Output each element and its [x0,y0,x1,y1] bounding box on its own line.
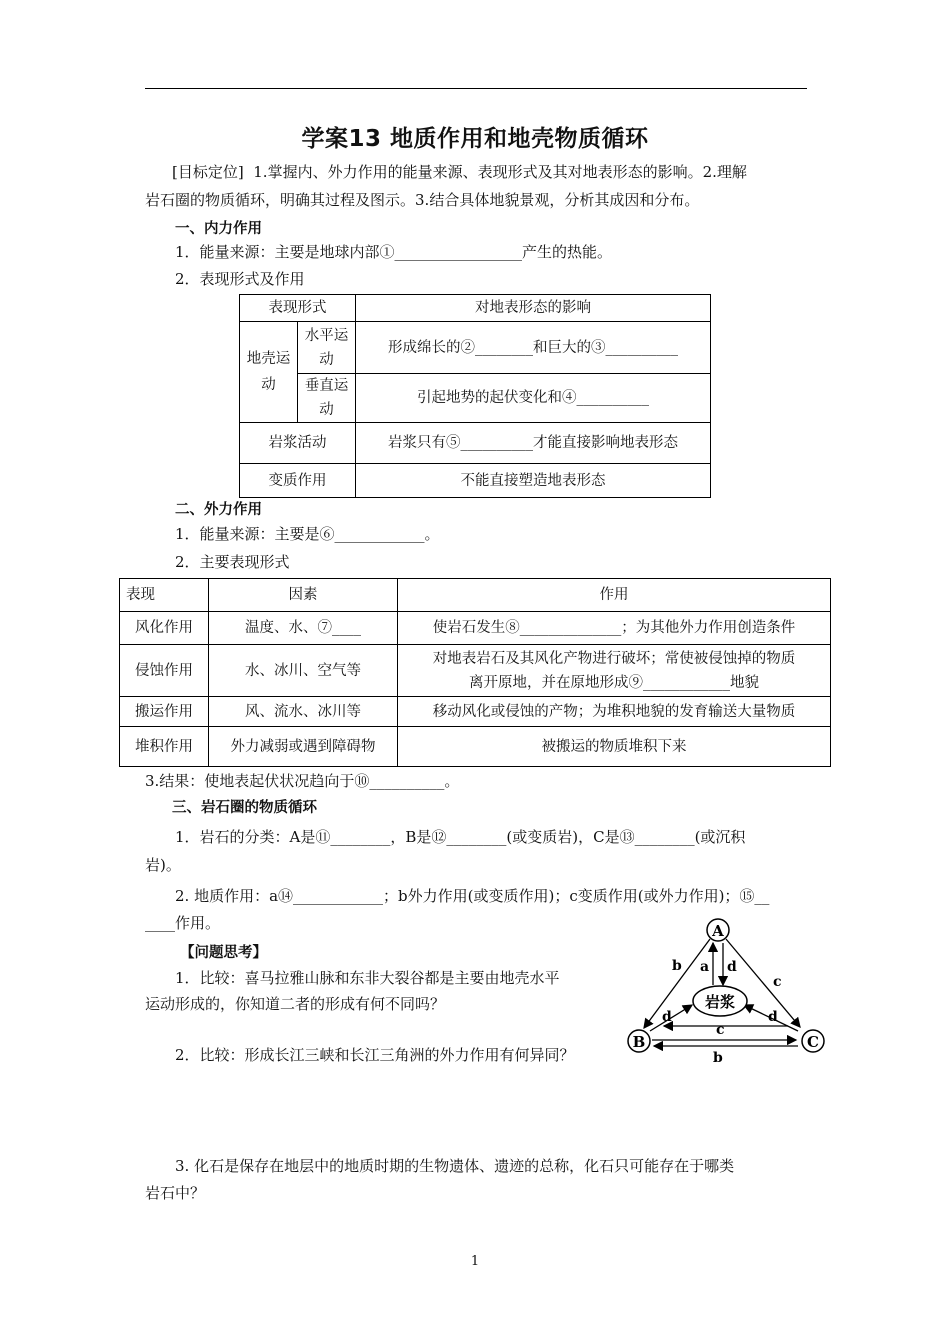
section3-item2-line2: ____作用。 [145,914,221,932]
page-number: 1 [470,1254,480,1269]
label-d-right: d [768,1009,778,1025]
node-c-label: C [807,1033,819,1051]
label-a-center: a [700,959,710,975]
section2-item3: 3.结果：使地表起伏状况趋向于⑩__________。 [145,772,460,790]
table1-header-effect: 对地表形态的影响 [356,295,711,322]
question3-line2: 岩石中？ [145,1184,206,1202]
page-title: 学案13 地质作用和地壳物质循环 [301,126,649,152]
table2-row-factor: 外力减弱或遇到障碍物 [209,727,398,767]
table2-row-form: 堆积作用 [120,727,209,767]
table2-row-form: 搬运作用 [120,697,209,727]
label-b-bottom: b [713,1050,723,1066]
section3-heading: 三、岩石圈的物质循环 [172,800,317,816]
table1-magma-effect: 岩浆只有⑤__________才能直接影响地表形态 [356,423,711,464]
section1-item2: 2．表现形式及作用 [175,270,305,288]
table1-horizontal: 水平运动 [298,322,356,374]
section3-item1-line2: 岩)。 [145,856,181,874]
rock-cycle-diagram [620,915,835,1070]
table2-row-effect: 被搬运的物质堆积下来 [398,727,831,767]
section2-item1: 1．能量来源：主要是⑥____________。 [175,525,440,543]
objective-label: [目标定位] [172,163,244,181]
section1-item1: 1．能量来源：主要是地球内部①_________________产生的热能。 [175,243,613,261]
label-c-right: c [773,974,782,990]
section2-heading: 二、外力作用 [175,502,262,518]
table2-effect-line2: 离开原地，并在原地形成⑨____________地貌 [469,674,759,691]
table1-header-form: 表现形式 [240,295,356,322]
label-d-center: d [727,959,737,975]
table1-horizontal-effect: 形成绵长的②________和巨大的③__________ [356,322,711,374]
node-b-label: B [632,1033,646,1051]
objective-line2: 岩石圈的物质循环，明确其过程及图示。3.结合具体地貌景观，分析其成因和分布。 [145,191,700,209]
table1-magma: 岩浆活动 [240,423,356,464]
table2-row-effect [398,645,831,697]
table1-crust-label: 地壳运动 [240,322,298,423]
question3-line1: 3. 化石是保存在地层中的地质时期的生物遗体、遗迹的总称，化石只可能存在于哪类 [175,1157,735,1175]
table1-metamorphism-effect: 不能直接塑造地表形态 [356,464,711,498]
header-rule [145,88,807,89]
section1-heading: 一、内力作用 [175,221,262,237]
label-d-left: d [662,1009,672,1025]
table2-header-factor: 因素 [209,579,398,612]
table2-row-factor: 温度、水、⑦____ [209,612,398,645]
table1-vertical-effect: 引起地势的起伏变化和④__________ [356,374,711,423]
question2: 2．比较：形成长江三峡和长江三角洲的外力作用有何异同？ [175,1046,575,1064]
table2-header-form: 表现 [120,579,209,612]
table1-metamorphism: 变质作用 [240,464,356,498]
table2-effect-line1: 对地表岩石及其风化产物进行破坏；常使被侵蚀掉的物质 [432,650,796,667]
internal-force-table [239,294,711,498]
question1-line1: 1．比较：喜马拉雅山脉和东非大裂谷都是主要由地壳水平 [175,969,560,987]
table2-row-effect: 使岩石发生⑧______________；为其他外力作用创造条件 [398,612,831,645]
section2-item2: 2．主要表现形式 [175,553,290,571]
table2-row-factor: 风、流水、冰川等 [209,697,398,727]
objective-line1 [172,161,747,182]
questions-heading: 【问题思考】 [180,945,267,961]
table2-row-form: 侵蚀作用 [120,645,209,697]
table2-header-effect: 作用 [398,579,831,612]
section3-item1-line1: 1．岩石的分类：A是⑪________，B是⑫________(或变质岩)，C是⑬________(或沉积 [175,828,746,846]
node-a-label: A [712,922,724,940]
external-force-table [119,578,831,767]
label-c-bottom: c [716,1022,725,1038]
question1-line2: 运动形成的，你知道二者的形成有何不同吗？ [145,995,446,1013]
label-b-left: b [672,958,682,974]
objective-text-1: 1.掌握内、外力作用的能量来源、表现形式及其对地表形态的影响。2.理解 [253,163,747,181]
table1-vertical: 垂直运动 [298,374,356,423]
node-magma-label: 岩浆 [704,993,736,1011]
table2-row-effect: 移动风化或侵蚀的产物；为堆积地貌的发育输送大量物质 [398,697,831,727]
section3-item2-line1: 2. 地质作用：a⑭____________；b外力作用(或变质作用)；c变质作用(或外力作用)；⑮__ [175,887,770,905]
table2-row-form: 风化作用 [120,612,209,645]
table2-row-factor: 水、冰川、空气等 [209,645,398,697]
